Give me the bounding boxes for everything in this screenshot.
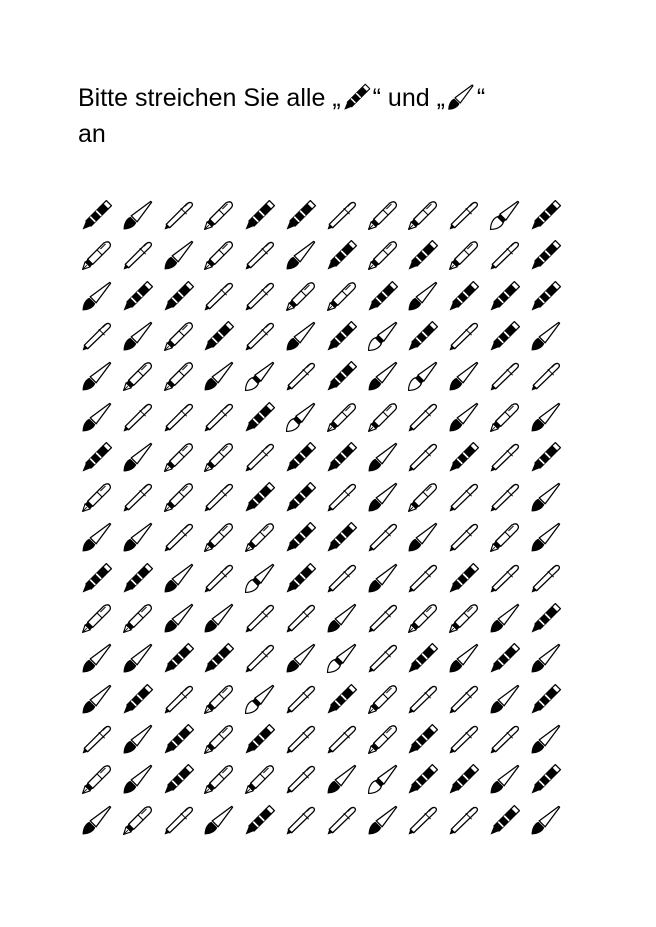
ballpoint-pen-icon[interactable] bbox=[406, 561, 440, 595]
crayon-icon[interactable] bbox=[121, 682, 155, 716]
crayon-icon[interactable] bbox=[162, 279, 196, 313]
ballpoint-pen-icon[interactable] bbox=[121, 238, 155, 272]
ballpoint-pen-icon[interactable] bbox=[406, 682, 440, 716]
brush-icon[interactable] bbox=[202, 803, 236, 837]
ballpoint-pen-icon[interactable] bbox=[488, 561, 522, 595]
ballpoint-pen-icon[interactable] bbox=[243, 641, 277, 675]
crayon-icon[interactable] bbox=[243, 198, 277, 232]
ballpoint-pen-icon[interactable] bbox=[325, 561, 359, 595]
brush-icon[interactable] bbox=[121, 762, 155, 796]
brush-icon[interactable] bbox=[162, 601, 196, 635]
brush-icon[interactable] bbox=[121, 520, 155, 554]
fountain-pen-icon[interactable] bbox=[162, 440, 196, 474]
crayon-icon[interactable] bbox=[284, 561, 318, 595]
crayon-icon[interactable] bbox=[162, 641, 196, 675]
crayon-icon[interactable] bbox=[488, 641, 522, 675]
fountain-pen-icon[interactable] bbox=[202, 762, 236, 796]
quote-close-2: “ bbox=[476, 84, 486, 112]
fountain-pen-icon[interactable] bbox=[121, 601, 155, 635]
brush-icon[interactable] bbox=[284, 319, 318, 353]
fountain-pen-icon[interactable] bbox=[162, 480, 196, 514]
fountain-pen-icon[interactable] bbox=[80, 601, 114, 635]
crayon-icon[interactable] bbox=[284, 440, 318, 474]
feather-brush-icon[interactable] bbox=[243, 561, 277, 595]
feather-brush-icon[interactable] bbox=[366, 762, 400, 796]
crayon-icon[interactable] bbox=[202, 641, 236, 675]
ballpoint-pen-icon[interactable] bbox=[162, 198, 196, 232]
crayon-icon[interactable] bbox=[325, 682, 359, 716]
crayon-icon[interactable] bbox=[284, 198, 318, 232]
ballpoint-pen-icon[interactable] bbox=[284, 803, 318, 837]
fountain-pen-icon[interactable] bbox=[202, 722, 236, 756]
crayon-icon[interactable] bbox=[529, 682, 563, 716]
crayon-icon[interactable] bbox=[366, 279, 400, 313]
brush-icon[interactable] bbox=[529, 520, 563, 554]
brush-icon[interactable] bbox=[366, 480, 400, 514]
ballpoint-pen-icon[interactable] bbox=[284, 682, 318, 716]
instruction-text-before: Bitte streichen Sie alle bbox=[78, 84, 326, 112]
fountain-pen-icon[interactable] bbox=[406, 198, 440, 232]
crayon-icon[interactable] bbox=[243, 722, 277, 756]
crayon-icon[interactable] bbox=[325, 238, 359, 272]
ballpoint-pen-icon[interactable] bbox=[366, 601, 400, 635]
brush-icon[interactable] bbox=[121, 319, 155, 353]
fountain-pen-icon[interactable] bbox=[202, 520, 236, 554]
fountain-pen-icon[interactable] bbox=[162, 319, 196, 353]
ballpoint-pen-icon[interactable] bbox=[488, 359, 522, 393]
fountain-pen-icon[interactable] bbox=[366, 198, 400, 232]
feather-brush-icon[interactable] bbox=[488, 198, 522, 232]
ballpoint-pen-icon[interactable] bbox=[80, 319, 114, 353]
crayon-icon[interactable] bbox=[121, 279, 155, 313]
ballpoint-pen-icon[interactable] bbox=[447, 682, 481, 716]
crayon-icon[interactable] bbox=[80, 561, 114, 595]
crayon-icon[interactable] bbox=[447, 762, 481, 796]
fountain-pen-icon[interactable] bbox=[325, 279, 359, 313]
brush-icon[interactable] bbox=[325, 762, 359, 796]
fountain-pen-icon[interactable] bbox=[366, 238, 400, 272]
fountain-pen-icon[interactable] bbox=[243, 762, 277, 796]
ballpoint-pen-icon[interactable] bbox=[488, 722, 522, 756]
brush-icon[interactable] bbox=[202, 359, 236, 393]
brush-icon[interactable] bbox=[488, 682, 522, 716]
ballpoint-pen-icon[interactable] bbox=[162, 682, 196, 716]
crayon-icon[interactable] bbox=[80, 198, 114, 232]
ballpoint-pen-icon[interactable] bbox=[406, 440, 440, 474]
ballpoint-pen-icon[interactable] bbox=[488, 480, 522, 514]
ballpoint-pen-icon[interactable] bbox=[447, 803, 481, 837]
brush-icon[interactable] bbox=[80, 359, 114, 393]
quote-open-2: „ bbox=[436, 84, 445, 112]
ballpoint-pen-icon[interactable] bbox=[406, 400, 440, 434]
ballpoint-pen-icon[interactable] bbox=[243, 440, 277, 474]
crayon-icon[interactable] bbox=[325, 319, 359, 353]
ballpoint-pen-icon[interactable] bbox=[202, 561, 236, 595]
ballpoint-pen-icon[interactable] bbox=[447, 520, 481, 554]
crayon-icon[interactable] bbox=[447, 279, 481, 313]
fountain-pen-icon[interactable] bbox=[121, 359, 155, 393]
ballpoint-pen-icon[interactable] bbox=[447, 319, 481, 353]
fountain-pen-icon[interactable] bbox=[488, 520, 522, 554]
ballpoint-pen-icon[interactable] bbox=[447, 722, 481, 756]
brush-icon[interactable] bbox=[80, 279, 114, 313]
crayon-icon[interactable] bbox=[406, 238, 440, 272]
brush-icon[interactable] bbox=[325, 601, 359, 635]
ballpoint-pen-icon[interactable] bbox=[121, 480, 155, 514]
ballpoint-pen-icon[interactable] bbox=[325, 480, 359, 514]
ballpoint-pen-icon[interactable] bbox=[243, 238, 277, 272]
crayon-icon[interactable] bbox=[529, 238, 563, 272]
ballpoint-pen-icon[interactable] bbox=[325, 722, 359, 756]
fountain-pen-icon[interactable] bbox=[447, 601, 481, 635]
feather-brush-icon[interactable] bbox=[366, 319, 400, 353]
brush-icon[interactable] bbox=[529, 803, 563, 837]
fountain-pen-icon[interactable] bbox=[202, 238, 236, 272]
fountain-pen-icon[interactable] bbox=[325, 400, 359, 434]
feather-brush-icon[interactable] bbox=[243, 682, 277, 716]
brush-icon[interactable] bbox=[162, 238, 196, 272]
crayon-icon[interactable] bbox=[325, 520, 359, 554]
ballpoint-pen-icon[interactable] bbox=[243, 601, 277, 635]
brush-icon[interactable] bbox=[366, 561, 400, 595]
ballpoint-pen-icon[interactable] bbox=[529, 561, 563, 595]
brush-icon[interactable] bbox=[406, 520, 440, 554]
ballpoint-pen-icon[interactable] bbox=[447, 198, 481, 232]
brush-icon[interactable] bbox=[488, 762, 522, 796]
fountain-pen-icon[interactable] bbox=[243, 520, 277, 554]
feather-brush-icon[interactable] bbox=[243, 359, 277, 393]
crayon-icon[interactable] bbox=[121, 561, 155, 595]
ballpoint-pen-icon[interactable] bbox=[488, 238, 522, 272]
fountain-pen-icon[interactable] bbox=[284, 279, 318, 313]
brush-icon[interactable] bbox=[80, 803, 114, 837]
crayon-icon[interactable] bbox=[202, 319, 236, 353]
crayon-icon[interactable] bbox=[488, 319, 522, 353]
ballpoint-pen-icon[interactable] bbox=[488, 440, 522, 474]
brush-icon[interactable] bbox=[366, 803, 400, 837]
crayon-icon[interactable] bbox=[529, 440, 563, 474]
crayon-icon[interactable] bbox=[529, 198, 563, 232]
ballpoint-pen-icon[interactable] bbox=[243, 279, 277, 313]
crayon-icon[interactable] bbox=[162, 762, 196, 796]
brush-icon[interactable] bbox=[406, 279, 440, 313]
crayon-icon[interactable] bbox=[325, 440, 359, 474]
crayon-icon[interactable] bbox=[406, 641, 440, 675]
brush-icon[interactable] bbox=[366, 440, 400, 474]
crayon-icon[interactable] bbox=[529, 601, 563, 635]
brush-icon[interactable] bbox=[488, 601, 522, 635]
fountain-pen-icon[interactable] bbox=[366, 400, 400, 434]
feather-brush-icon[interactable] bbox=[406, 359, 440, 393]
crayon-icon[interactable] bbox=[406, 319, 440, 353]
ballpoint-pen-icon[interactable] bbox=[447, 480, 481, 514]
fountain-pen-icon[interactable] bbox=[202, 682, 236, 716]
crayon-icon[interactable] bbox=[529, 762, 563, 796]
brush-icon[interactable] bbox=[529, 400, 563, 434]
crayon-icon[interactable] bbox=[488, 803, 522, 837]
instruction-conjunction: und bbox=[387, 84, 430, 112]
ballpoint-pen-icon[interactable] bbox=[202, 480, 236, 514]
ballpoint-pen-icon[interactable] bbox=[284, 359, 318, 393]
ballpoint-pen-icon[interactable] bbox=[202, 279, 236, 313]
fountain-pen-icon[interactable] bbox=[202, 198, 236, 232]
brush-icon[interactable] bbox=[284, 238, 318, 272]
crayon-icon[interactable] bbox=[243, 480, 277, 514]
ballpoint-pen-icon[interactable] bbox=[284, 762, 318, 796]
fountain-pen-icon[interactable] bbox=[80, 238, 114, 272]
fountain-pen-icon[interactable] bbox=[162, 359, 196, 393]
brush-icon[interactable] bbox=[284, 641, 318, 675]
brush-icon[interactable] bbox=[121, 641, 155, 675]
ballpoint-pen-icon[interactable] bbox=[162, 400, 196, 434]
brush-icon[interactable] bbox=[447, 641, 481, 675]
ballpoint-pen-icon[interactable] bbox=[284, 601, 318, 635]
ballpoint-pen-icon[interactable] bbox=[284, 722, 318, 756]
fountain-pen-icon[interactable] bbox=[121, 803, 155, 837]
instruction-text-after: an bbox=[78, 120, 106, 148]
ballpoint-pen-icon[interactable] bbox=[325, 803, 359, 837]
crayon-icon[interactable] bbox=[284, 480, 318, 514]
ballpoint-pen-icon[interactable] bbox=[202, 400, 236, 434]
brush-icon[interactable] bbox=[366, 359, 400, 393]
crayon-icon[interactable] bbox=[243, 803, 277, 837]
ballpoint-pen-icon[interactable] bbox=[366, 641, 400, 675]
fountain-pen-icon[interactable] bbox=[406, 480, 440, 514]
crayon-icon[interactable] bbox=[325, 359, 359, 393]
crayon-icon[interactable] bbox=[406, 762, 440, 796]
ballpoint-pen-icon[interactable] bbox=[162, 803, 196, 837]
crayon-icon[interactable] bbox=[488, 279, 522, 313]
feather-brush-icon[interactable] bbox=[325, 641, 359, 675]
ballpoint-pen-icon[interactable] bbox=[80, 722, 114, 756]
fountain-pen-icon[interactable] bbox=[488, 400, 522, 434]
fountain-pen-icon[interactable] bbox=[80, 480, 114, 514]
crayon-icon[interactable] bbox=[447, 561, 481, 595]
ballpoint-pen-icon[interactable] bbox=[406, 803, 440, 837]
crayon-icon[interactable] bbox=[529, 279, 563, 313]
crayon-icon[interactable] bbox=[162, 722, 196, 756]
fountain-pen-icon[interactable] bbox=[447, 238, 481, 272]
crayon-icon[interactable] bbox=[447, 440, 481, 474]
brush-icon[interactable] bbox=[529, 480, 563, 514]
brush-icon[interactable] bbox=[80, 641, 114, 675]
feather-brush-icon[interactable] bbox=[284, 400, 318, 434]
crayon-icon[interactable] bbox=[284, 520, 318, 554]
brush-icon[interactable] bbox=[447, 359, 481, 393]
brush-icon[interactable] bbox=[121, 440, 155, 474]
brush-icon[interactable] bbox=[80, 400, 114, 434]
fountain-pen-icon[interactable] bbox=[366, 722, 400, 756]
fountain-pen-icon[interactable] bbox=[80, 762, 114, 796]
fountain-pen-icon[interactable] bbox=[366, 682, 400, 716]
brush-icon[interactable] bbox=[162, 561, 196, 595]
crayon-icon[interactable] bbox=[406, 722, 440, 756]
ballpoint-pen-icon[interactable] bbox=[325, 198, 359, 232]
brush-icon[interactable] bbox=[80, 682, 114, 716]
ballpoint-pen-icon[interactable] bbox=[529, 359, 563, 393]
brush-icon[interactable] bbox=[529, 641, 563, 675]
ballpoint-pen-icon[interactable] bbox=[366, 520, 400, 554]
quote-open-1: „ bbox=[332, 84, 341, 112]
fountain-pen-icon[interactable] bbox=[202, 440, 236, 474]
crayon-icon[interactable] bbox=[80, 440, 114, 474]
fountain-pen-icon[interactable] bbox=[406, 601, 440, 635]
ballpoint-pen-icon[interactable] bbox=[162, 520, 196, 554]
crayon-icon[interactable] bbox=[243, 400, 277, 434]
brush-icon[interactable] bbox=[121, 722, 155, 756]
quote-close-1: “ bbox=[372, 84, 381, 112]
brush-icon[interactable] bbox=[80, 520, 114, 554]
brush-icon[interactable] bbox=[447, 400, 481, 434]
brush-icon[interactable] bbox=[529, 319, 563, 353]
brush-icon[interactable] bbox=[529, 722, 563, 756]
brush-icon[interactable] bbox=[202, 601, 236, 635]
ballpoint-pen-icon[interactable] bbox=[243, 319, 277, 353]
ballpoint-pen-icon[interactable] bbox=[121, 400, 155, 434]
brush-icon[interactable] bbox=[121, 198, 155, 232]
